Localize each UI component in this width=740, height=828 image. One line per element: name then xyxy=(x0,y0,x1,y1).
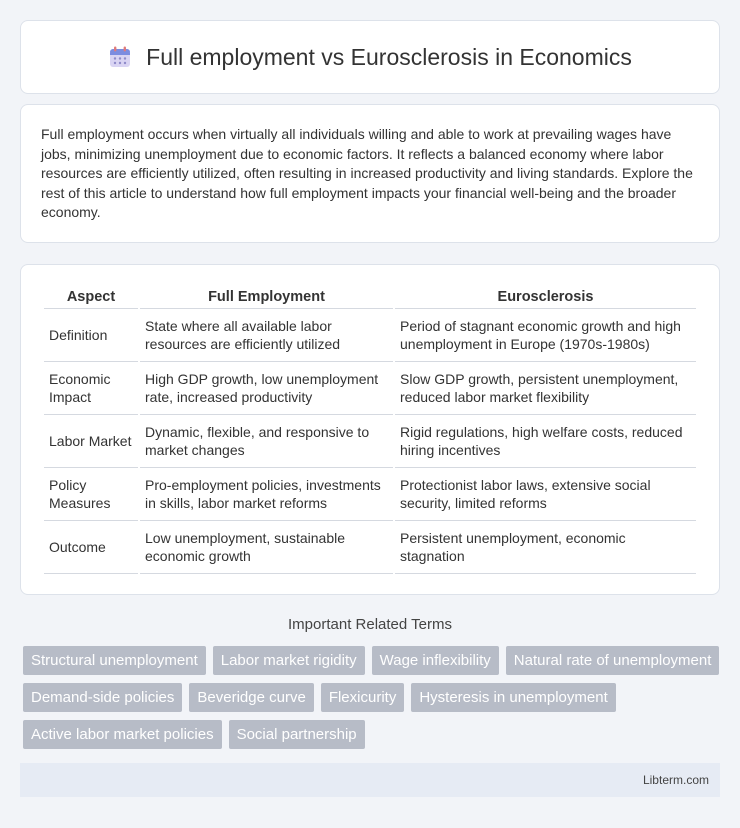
intro-card xyxy=(20,104,720,243)
header-eurosclerosis: Eurosclerosis xyxy=(395,283,696,309)
tag-active-labor-market-policies[interactable]: Active labor market policies xyxy=(23,720,222,749)
tag-structural-unemployment[interactable]: Structural unemployment xyxy=(23,646,206,675)
tag-flexicurity[interactable]: Flexicurity xyxy=(321,683,405,712)
row-full-employment: Dynamic, flexible, and responsive to market changes xyxy=(140,415,393,468)
page-title: Full employment vs Eurosclerosis in Economics xyxy=(146,43,632,70)
tag-wage-inflexibility[interactable]: Wage inflexibility xyxy=(372,646,499,675)
tag-hysteresis-in-unemployment[interactable]: Hysteresis in unemployment xyxy=(411,683,615,712)
header-aspect: Aspect xyxy=(44,283,138,309)
row-full-employment: Pro-employment policies, investments in skills, labor market reforms xyxy=(140,468,393,521)
row-aspect: Definition xyxy=(44,309,138,362)
table-header-row xyxy=(44,283,696,309)
title-card xyxy=(20,20,720,94)
row-aspect: Economic Impact xyxy=(44,362,138,415)
row-aspect: Policy Measures xyxy=(44,468,138,521)
related-terms-section xyxy=(20,616,720,749)
table-row xyxy=(44,521,696,574)
row-eurosclerosis: Rigid regulations, high welfare costs, reduced hiring incentives xyxy=(395,415,696,468)
header-full-employment: Full Employment xyxy=(140,283,393,309)
table-row xyxy=(44,415,696,468)
tag-beveridge-curve[interactable]: Beveridge curve xyxy=(189,683,313,712)
tag-demand-side-policies[interactable]: Demand-side policies xyxy=(23,683,182,712)
row-full-employment: Low unemployment, sustainable economic growth xyxy=(140,521,393,574)
intro-text: Full employment occurs when virtually all individuals willing and able to work at prevailing wages have jobs, minimizing unemployment due to economic factors. It reflects a balanced economy where labor resources are efficiently utilized, often resulting in increased productivity and living standards. Explore the rest of this article to understand how full employment impacts your financial well-being and the broader economy. xyxy=(41,126,693,221)
row-eurosclerosis: Slow GDP growth, persistent unemployment, reduced labor market flexibility xyxy=(395,362,696,415)
row-eurosclerosis: Protectionist labor laws, extensive social security, limited reforms xyxy=(395,468,696,521)
comparison-table-card xyxy=(20,264,720,595)
table-row xyxy=(44,362,696,415)
footer xyxy=(20,763,720,797)
row-full-employment: High GDP growth, low unemployment rate, increased productivity xyxy=(140,362,393,415)
related-terms-tags xyxy=(20,646,720,749)
table-row xyxy=(44,468,696,521)
row-aspect: Labor Market xyxy=(44,415,138,468)
row-eurosclerosis: Persistent unemployment, economic stagnation xyxy=(395,521,696,574)
tag-natural-rate-of-unemployment[interactable]: Natural rate of unemployment xyxy=(506,646,720,675)
related-terms-title: Important Related Terms xyxy=(288,616,452,633)
footer-brand[interactable]: Libterm.com xyxy=(642,773,709,787)
tag-social-partnership[interactable]: Social partnership xyxy=(229,720,365,749)
table-row xyxy=(44,309,696,362)
row-full-employment: State where all available labor resources are efficiently utilized xyxy=(140,309,393,362)
row-eurosclerosis: Period of stagnant economic growth and high unemployment in Europe (1970s-1980s) xyxy=(395,309,696,362)
row-aspect: Outcome xyxy=(44,521,138,574)
calendar-icon xyxy=(108,45,132,69)
tag-labor-market-rigidity[interactable]: Labor market rigidity xyxy=(213,646,365,675)
comparison-table xyxy=(42,283,698,574)
